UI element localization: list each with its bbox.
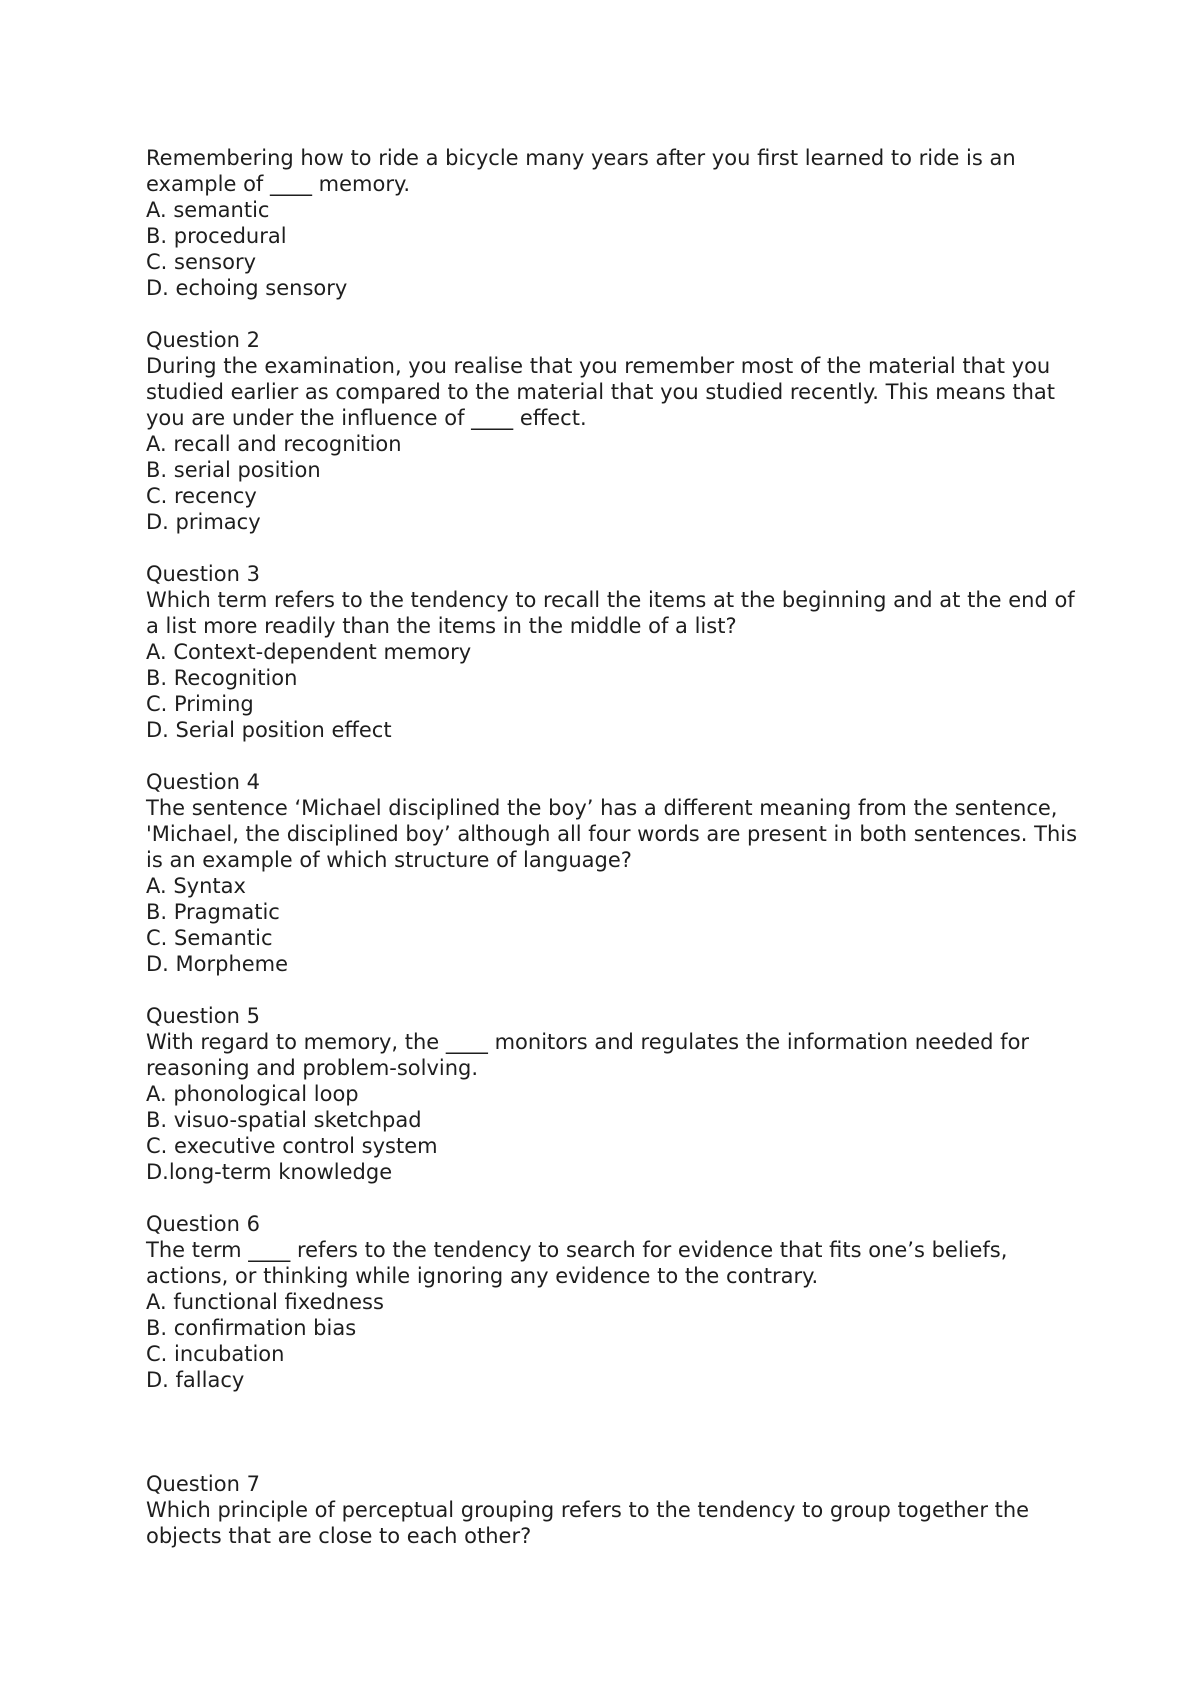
option-b: B. confirmation bias <box>146 1316 357 1340</box>
question-text: Remembering how to ride a bicycle many years after you first learned to ride is an example of ____ memory. <box>146 146 1023 196</box>
question-4 <box>146 769 1086 977</box>
option-a: A. Context-dependent memory <box>146 640 472 664</box>
option-d: D. Serial position effect <box>146 718 392 742</box>
option-b: B. Recognition <box>146 666 298 690</box>
option-c: C. recency <box>146 484 257 508</box>
question-text: Which term refers to the tendency to recall the items at the beginning and at the end of a list more readily than the items in the middle of a list? <box>146 588 1082 638</box>
question-text: The sentence ‘Michael disciplined the boy’ has a different meaning from the sentence, 'Michael, the disciplined boy’ although all four words are present in both sentences. This is an example of which structure of language? <box>146 796 1084 872</box>
option-d: D. echoing sensory <box>146 276 348 300</box>
option-d: D.long-term knowledge <box>146 1160 393 1184</box>
option-c: C. incubation <box>146 1342 285 1366</box>
option-c: C. Semantic <box>146 926 273 950</box>
question-text: Which principle of perceptual grouping refers to the tendency to group together the objects that are close to each other? <box>146 1498 1036 1548</box>
question-1 <box>146 145 1086 301</box>
option-a: A. semantic <box>146 198 270 222</box>
option-c: C. executive control system <box>146 1134 438 1158</box>
question-3 <box>146 561 1086 743</box>
option-b: B. serial position <box>146 458 321 482</box>
option-d: D. primacy <box>146 510 261 534</box>
question-5 <box>146 1003 1086 1185</box>
option-c: C. Priming <box>146 692 254 716</box>
question-heading: Question 4 <box>146 770 260 794</box>
document-page <box>146 145 1086 1549</box>
option-b: B. Pragmatic <box>146 900 280 924</box>
option-b: B. procedural <box>146 224 287 248</box>
question-heading: Question 3 <box>146 562 260 586</box>
option-b: B. visuo-spatial sketchpad <box>146 1108 422 1132</box>
question-heading: Question 5 <box>146 1004 260 1028</box>
question-heading: Question 6 <box>146 1212 260 1236</box>
option-a: A. phonological loop <box>146 1082 359 1106</box>
option-d: D. Morpheme <box>146 952 289 976</box>
question-text: The term ____ refers to the tendency to search for evidence that fits one’s beliefs, actions, or thinking while ignoring any evidence to the contrary. <box>146 1238 1015 1288</box>
question-6 <box>146 1211 1086 1393</box>
option-a: A. functional fixedness <box>146 1290 384 1314</box>
question-2 <box>146 327 1086 535</box>
option-d: D. fallacy <box>146 1368 245 1392</box>
option-a: A. recall and recognition <box>146 432 402 456</box>
option-c: C. sensory <box>146 250 257 274</box>
question-7 <box>146 1471 1086 1549</box>
question-text: During the examination, you realise that you remember most of the material that you studied earlier as compared to the material that you studied recently. This means that you are under the influence of ____ effect. <box>146 354 1062 430</box>
question-heading: Question 2 <box>146 328 260 352</box>
question-text: With regard to memory, the ____ monitors and regulates the information needed for reasoning and problem-solving. <box>146 1030 1036 1080</box>
option-a: A. Syntax <box>146 874 246 898</box>
question-heading: Question 7 <box>146 1472 260 1496</box>
